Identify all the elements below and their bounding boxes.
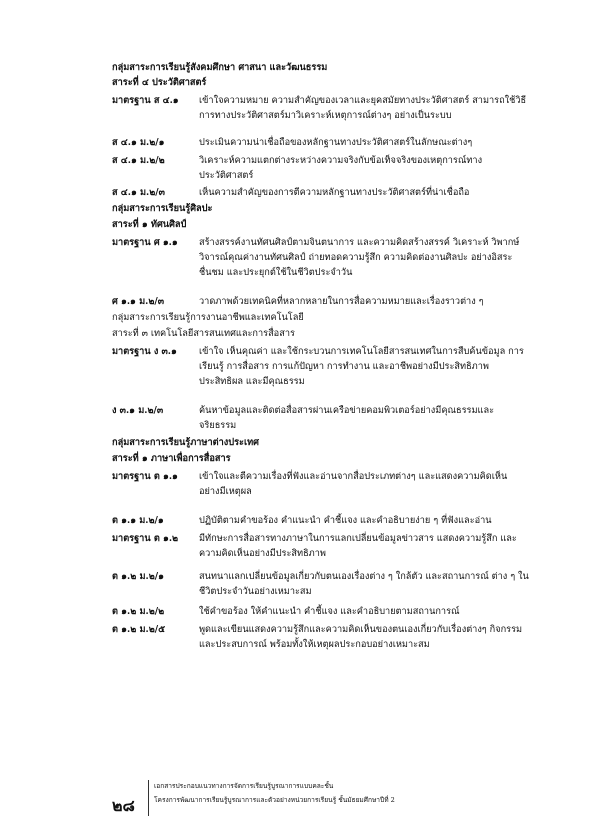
section-heading-career-tech: กลุ่มสาระการเรียนรู้การงานอาชีพและเทคโนโลยี [112, 312, 304, 323]
indicator-code: ส ๔.๑ ม.๒/๒ [112, 155, 165, 166]
indicator-text: ปฏิบัติตามคำขอร้อง คำแนะนำ คำชี้แจง และคำอธิบายง่าย ๆ ที่ฟังและอ่าน [199, 515, 492, 526]
standard-code: มาตรฐาน ส ๔.๑ [112, 95, 179, 106]
indicator-text: วิเคราะห์ความแตกต่างระหว่างความจริงกับข้อเท็จจริงของเหตุการณ์ทาง ประวัติศาสตร์ [199, 155, 483, 181]
indicator-text: ค้นหาข้อมูลและติดต่อสื่อสารผ่านเครือข่ายคอมพิวเตอร์อย่างมีคุณธรรมและ จริยธรรม [199, 405, 495, 431]
standard-code: มาตรฐาน ศ ๑.๑ [112, 237, 178, 248]
footer-subtitle: โครงการพัฒนาการเรียนรู้บูรณาการและตัวอย่างหน่วยการเรียนรู้ ชั้นมัธยมศึกษาปีที่ 2 [154, 796, 395, 804]
indicator-code: ต ๑.๒ ม.๒/๕ [112, 624, 166, 635]
strand-heading-communication: สาระที่ ๑ ภาษาเพื่อการสื่อสาร [112, 453, 231, 464]
footer-title: เอกสารประกอบแนวทางการจัดการเรียนรู้บูรณาการแบบคละชั้น [154, 782, 334, 790]
indicator-code: ง ๓.๑ ม.๒/๓ [112, 405, 164, 416]
strand-heading-history: สาระที่ ๔ ประวัติศาสตร์ [112, 77, 207, 88]
indicator-code: ส ๔.๑ ม.๒/๑ [112, 137, 165, 148]
standard-code: มาตรฐาน ง ๓.๑ [112, 346, 177, 357]
section-heading-foreign-lang: กลุ่มสาระการเรียนรู้ภาษาต่างประเทศ [112, 437, 259, 448]
standard-text: สร้างสรรค์งานทัศนศิลป์ตามจินตนาการ และความคิดสร้างสรรค์ วิเคราะห์ วิพากษ์วิจารณ์คุณค่างานทัศนศิลป์ ถ่ายทอดความรู้สึก ความคิดต่องานศิลปะ อย่างอิสระ ชื่นชม และประยุกต์ใช้ในชีวิตประจำวัน [199, 237, 520, 278]
indicator-text: ใช้คำขอร้อง ให้คำแนะนำ คำชี้แจง และคำอธิบายตามสถานการณ์ [199, 606, 460, 617]
standard-code: มาตรฐาน ต ๑.๒ [112, 533, 179, 544]
standard-text: เข้าใจและตีความเรื่องที่ฟังและอ่านจากสื่อประเภทต่างๆ และแสดงความคิดเห็น อย่างมีเหตุผล [199, 471, 508, 497]
indicator-text: พูดและเขียนแสดงความรู้สึกและความคิดเห็นของตนเองเกี่ยวกับเรื่องต่างๆ กิจกรรม และประสบการณ์ พร้อมทั้งให้เหตุผลประกอบอย่างเหมาะสม [199, 624, 523, 650]
indicator-code: ส ๔.๑ ม.๒/๓ [112, 187, 165, 198]
strand-heading-ict: สาระที่ ๓ เทคโนโลยีสารสนเทศและการสื่อสาร [112, 328, 295, 339]
standard-text: มีทักษะการสื่อสารทางภาษาในการแลกเปลี่ยนข้อมูลข่าวสาร แสดงความรู้สึก และความคิดเห็นอย่างมีประสิทธิภาพ [199, 533, 517, 559]
strand-heading-visual-arts: สาระที่ ๑ ทัศนศิลป์ [112, 219, 187, 230]
indicator-code: ต ๑.๑ ม.๒/๑ [112, 515, 164, 526]
indicator-text: วาดภาพด้วยเทคนิคที่หลากหลายในการสื่อความหมายและเรื่องราวต่าง ๆ [199, 296, 484, 307]
indicator-text: สนทนาแลกเปลี่ยนข้อมูลเกี่ยวกับตนเองเรื่องต่าง ๆ ใกล้ตัว และสถานการณ์ ต่าง ๆ ในชีวิตประจำวันอย่างเหมาะสม [199, 571, 529, 597]
standard-text: เข้าใจความหมาย ความสำคัญของเวลาและยุคสมัยทางประวัติศาสตร์ สามารถใช้วิธีการทางประวัติศาสตร์มาวิเคราะห์เหตุการณ์ต่างๆ อย่างเป็นระบบ [199, 95, 527, 121]
section-heading-social: กลุ่มสาระการเรียนรู้สังคมศึกษา ศาสนา และวัฒนธรรม [112, 62, 328, 73]
standard-text: เข้าใจ เห็นคุณค่า และใช้กระบวนการเทคโนโลยีสารสนเทศในการสืบค้นข้อมูล การเรียนรู้ การสื่อสาร การแก้ปัญหา การทำงาน และอาชีพอย่างมีประสิทธิภาพ ประสิทธิผล และมีคุณธรรม [199, 346, 524, 387]
indicator-code: ศ ๑.๑ ม.๒/๓ [112, 296, 165, 307]
indicator-code: ต ๑.๒ ม.๒/๑ [112, 571, 164, 582]
indicator-text: ประเมินความน่าเชื่อถือของหลักฐานทางประวัติศาสตร์ในลักษณะต่างๆ [199, 137, 473, 148]
page-number: ๒๘ [112, 796, 135, 815]
section-heading-arts: กลุ่มสาระการเรียนรู้ศิลปะ [112, 203, 213, 214]
indicator-text: เห็นความสำคัญของการตีความหลักฐานทางประวัติศาสตร์ที่น่าเชื่อถือ [199, 187, 470, 198]
standard-code: มาตรฐาน ต ๑.๑ [112, 471, 178, 482]
indicator-code: ต ๑.๒ ม.๒/๒ [112, 606, 165, 617]
footer-divider [148, 780, 149, 816]
